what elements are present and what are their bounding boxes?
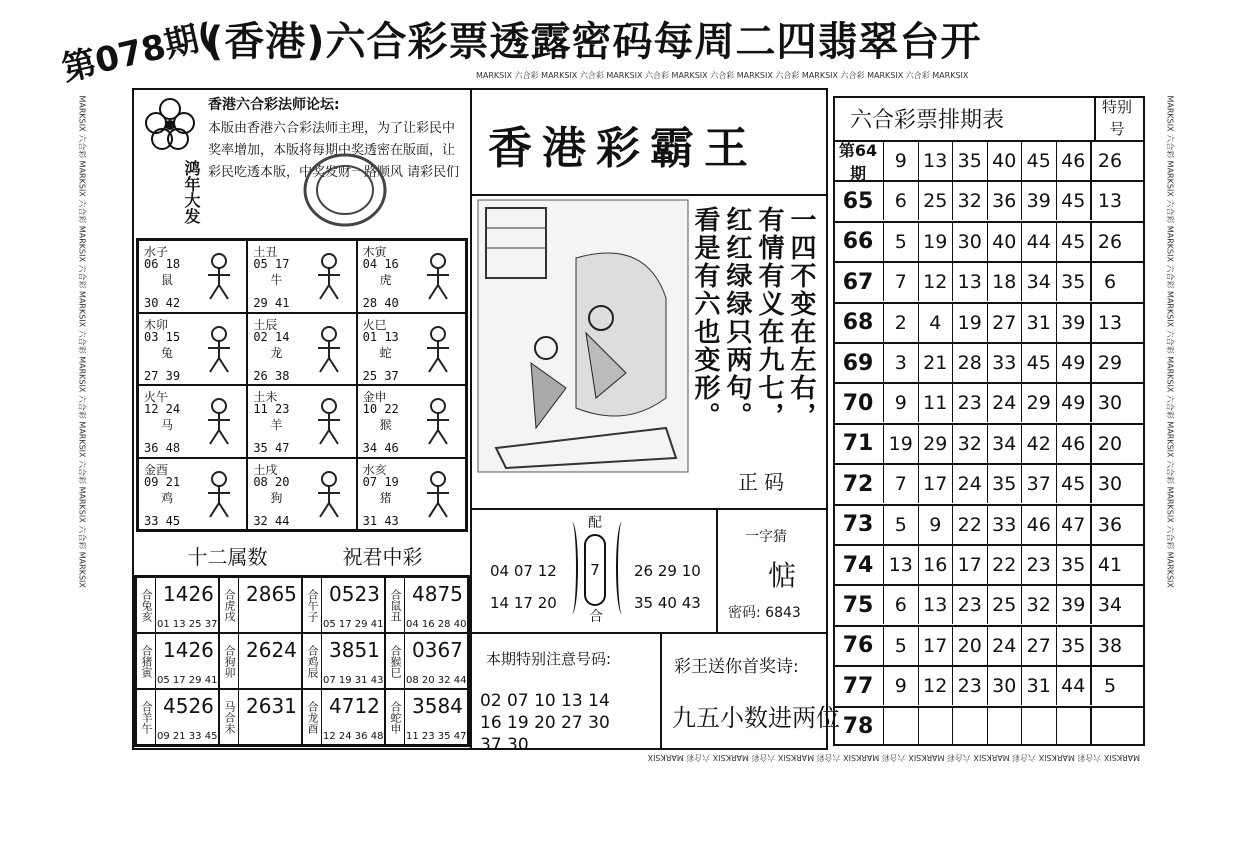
schedule-special: 41 [1090,546,1128,584]
schedule-number: 29 [1021,384,1056,422]
zodiac-figure-icon [419,324,457,374]
pair-sm: 04 16 28 40 [406,619,467,630]
pair-big: 2624 [246,638,297,662]
pair-big: 0367 [412,638,463,662]
schedule-number: 7 [883,465,918,503]
zodiac-l2: 03 15 [144,329,181,344]
schedule-number: 12 [918,667,953,705]
schedule-number: 3 [883,344,918,382]
schedule-number: 45 [1056,182,1091,220]
right-paren [616,522,628,614]
zodiac-cell [247,385,356,458]
schedule-number: 16 [918,546,953,584]
schedule-number: 25 [918,182,953,220]
special-number-header: 特别号 [1102,98,1133,138]
schedule-period: 77 [842,673,874,699]
schedule-number: 23 [952,384,987,422]
schedule-number: 45 [1056,465,1091,503]
pair-cell [385,689,468,745]
schedule-special: 29 [1090,344,1128,382]
schedule-number: 35 [1056,627,1091,665]
he-label: 合 [589,609,603,625]
schedule-row [833,302,1145,342]
schedule-special: 5 [1090,667,1128,705]
schedule-row [833,342,1145,382]
zodiac-l1: 木卯 [144,317,169,332]
middle-divider-2 [470,508,828,510]
schedule-number: 13 [918,142,953,180]
zodiac-title-left: 十二属数 [187,545,268,569]
pei-right-row-2: 35 40 43 [634,594,701,612]
pair-big: 4875 [412,582,463,606]
schedule-period: 69 [842,350,874,376]
schedule-number: 21 [918,344,953,382]
award-poem: 九五小数进两位 [672,704,840,732]
award-poem-title: 彩王送你首奖诗: [674,657,799,677]
pei-left-row-1: 04 07 12 [490,562,557,580]
schedule-number [1056,708,1091,746]
schedule-number: 32 [1021,586,1056,624]
zodiac-l3: 猴 [379,418,392,432]
forum-title: 香港六合彩法师论坛: [208,97,340,113]
zodiac-figure-icon [310,324,348,374]
schedule-number: 45 [1056,223,1091,261]
zodiac-l3: 虎 [379,273,392,287]
pair-cell [219,689,302,745]
pair-cell [219,633,302,689]
zodiac-figure-icon [200,469,238,519]
pair-cell [385,633,468,689]
zodiac-cell [357,385,466,458]
zodiac-l4: 26 38 [253,368,290,383]
zodiac-l1: 土丑 [253,245,278,259]
schedule-number: 6 [883,182,918,220]
zodiac-l3: 蛇 [379,345,392,360]
schedule-number: 40 [987,142,1022,180]
schedule-number: 35 [1056,546,1091,584]
zodiac-l1: 土辰 [253,317,278,332]
schedule-number: 39 [1056,304,1091,342]
middle-divider-3 [470,632,828,634]
zodiac-grid [136,238,468,532]
page-title: (香港)六合彩票透露密码每周二四翡翠台开 [205,19,982,65]
zodiac-l4: 34 46 [362,441,399,455]
schedule-number: 24 [987,384,1022,422]
schedule-number: 45 [1021,142,1056,180]
zodiac-l4: 29 41 [253,296,290,310]
schedule-number: 45 [1021,344,1056,382]
pair-side: 合羊午 [137,690,156,744]
schedule-number: 27 [987,304,1022,342]
schedule-special: 30 [1090,465,1128,503]
schedule-number: 44 [1021,223,1056,261]
schedule-number: 46 [1056,142,1091,180]
pair-cell [302,577,385,633]
schedule-number: 5 [883,223,918,261]
schedule-number: 5 [883,506,918,544]
zodiac-l2: 04 16 [362,257,399,271]
schedule-number: 23 [952,667,987,705]
zodiac-cell [357,458,466,531]
pair-sm: 01 13 25 37 [157,619,218,630]
schedule-period: 74 [842,552,874,578]
schedule-number: 24 [987,627,1022,665]
zodiac-l1: 土戌 [253,462,278,477]
schedule-number: 4 [918,304,953,342]
schedule-number [918,708,953,746]
schedule-number: 22 [987,546,1022,584]
zodiac-l4: 28 40 [362,296,399,310]
zodiac-cell [247,458,356,531]
forum-body: 本版由香港六合彩法师主理，为了让彩民中奖率增加，本版将每期中奖透密在版面，让彩民吃透本版，中奖发财一路顺风 请彩民们 [208,121,460,180]
pair-side: 合猪寅 [137,634,156,688]
schedule-number: 19 [952,304,987,342]
pair-big: 1426 [163,638,214,662]
zodiac-l3: 龙 [270,345,283,360]
schedule-number: 35 [952,142,987,180]
schedule-row [833,140,1145,183]
middle-divider-v2 [660,632,662,750]
zodiac-l1: 水子 [144,245,169,259]
zodiac-l4: 33 45 [144,513,181,528]
schedule-row [833,180,1145,220]
middle-divider-v1 [716,508,718,632]
schedule-number: 12 [918,263,953,301]
middle-title: 香港彩霸王 [488,123,758,174]
zodiac-l2: 08 20 [253,474,290,489]
schedule-row [833,706,1145,746]
zodiac-figure-icon [200,396,238,446]
zodiac-l2: 05 17 [253,257,290,271]
schedule-row [833,584,1145,624]
schedule-period: 68 [842,310,874,336]
schedule-number: 6 [883,586,918,624]
stamp-seal-icon [300,150,390,230]
zodiac-cell [247,313,356,386]
schedule-number: 49 [1056,384,1091,422]
schedule-number: 33 [987,506,1022,544]
schedule-period: 71 [842,431,874,457]
pair-cell [219,577,302,633]
schedule-period: 73 [842,512,874,538]
schedule-title: 六合彩票排期表 [850,108,1005,133]
schedule-number: 19 [918,223,953,261]
schedule-special: 26 [1090,223,1128,261]
zodiac-l1: 火午 [144,390,169,404]
one-char-label: 一字猜 [745,529,787,545]
zodiac-l3: 羊 [270,418,283,432]
schedule-row [833,423,1145,463]
pair-grid [134,575,470,747]
schedule-period: 65 [842,188,874,214]
zodiac-cell [138,313,247,386]
schedule-number: 30 [952,223,987,261]
pair-side: 马合未 [220,690,239,744]
schedule-number [952,708,987,746]
zodiac-l1: 木寅 [362,245,387,259]
bottom-strip: MARKSIX 六合彩 MARKSIX 六合彩 MARKSIX 六合彩 MARKSIX 六合彩 MARKSIX 六合彩 MARKSIX 六合彩 MARKSIX 六合彩 MARKSIX [647,753,1140,762]
pair-sm: 12 24 36 48 [323,731,384,742]
special-numbers: 02 07 10 13 14 16 19 20 27 30 37 30 [480,691,610,755]
pair-big: 0523 [329,582,380,606]
pair-cell [385,577,468,633]
schedule-number: 46 [1056,425,1091,463]
center-oval: 7 [584,534,606,606]
pair-cell [136,577,219,633]
pair-side: 合鸡辰 [303,634,322,688]
schedule-number: 13 [952,263,987,301]
pair-cell [136,633,219,689]
schedule-number: 32 [952,182,987,220]
schedule-number: 47 [1056,506,1091,544]
zodiac-title-right: 祝君中彩 [342,545,423,569]
pair-sm: 05 17 29 41 [323,619,384,630]
zodiac-l4: 35 47 [253,441,290,455]
zodiac-l2: 10 22 [362,402,399,416]
poem-col-4: 看是有六也变形。 [690,206,720,430]
schedule-number: 27 [1021,627,1056,665]
pair-side: 合鼠丑 [386,578,405,632]
zodiac-l3: 狗 [270,490,283,505]
schedule-number: 2 [883,304,918,342]
schedule-number: 28 [952,344,987,382]
pair-sm: 08 20 32 44 [406,675,467,686]
schedule-period: 78 [842,714,874,740]
schedule-number: 42 [1021,425,1056,463]
left-paren [566,522,578,614]
pair-big: 4712 [329,694,380,718]
zodiac-l2: 07 19 [362,474,399,489]
schedule-number: 9 [883,384,918,422]
schedule-number: 39 [1056,586,1091,624]
schedule-period: 75 [842,592,874,618]
zodiac-cell [138,240,247,313]
schedule-number: 25 [987,586,1022,624]
zodiac-l2: 09 21 [144,474,181,489]
schedule-number: 35 [1056,263,1091,301]
zodiac-figure-icon [419,469,457,519]
pair-big: 2865 [246,582,297,606]
schedule-number: 31 [1021,304,1056,342]
schedule-number: 49 [1056,344,1091,382]
schedule-number: 18 [987,263,1022,301]
left-strip: MARKSIX 六合彩 MARKSIX 六合彩 MARKSIX 六合彩 MARKSIX 六合彩 MARKSIX 六合彩 MARKSIX 六合彩 MARKSIX 六合彩 MARKSIX [77,95,87,588]
schedule-period: 第64期 [838,141,878,183]
schedule-period: 72 [842,471,874,497]
pair-side: 合蛇申 [386,690,405,744]
zodiac-cell [247,240,356,313]
schedule-number [883,708,918,746]
pei-label: 配 [588,515,602,531]
zodiac-l3: 鼠 [161,273,174,287]
zodiac-l3: 兔 [161,345,174,360]
zodiac-l3: 猪 [379,490,392,505]
schedule-number: 32 [952,425,987,463]
pair-sm: 09 21 33 45 [157,731,218,742]
top-strip: MARKSIX 六合彩 MARKSIX 六合彩 MARKSIX 六合彩 MARKSIX 六合彩 MARKSIX 六合彩 MARKSIX 六合彩 MARKSIX 六合彩 MARKSIX [476,71,969,80]
schedule-number [987,708,1022,746]
schedule-number: 31 [1021,667,1056,705]
zodiac-figure-icon [310,396,348,446]
poem-col-1: 一四不变在左右， [786,206,816,430]
schedule-row [833,544,1145,584]
zodiac-figure-icon [419,251,457,301]
schedule-row [833,261,1145,301]
schedule-row [833,665,1145,705]
zodiac-l4: 36 48 [144,441,181,455]
pair-big: 2631 [246,694,297,718]
schedule-number: 23 [1021,546,1056,584]
schedule-number: 13 [918,586,953,624]
zodiac-l3: 鸡 [161,490,174,505]
zodiac-l1: 水亥 [362,462,387,477]
schedule-number: 36 [987,182,1022,220]
schedule-number: 46 [1021,506,1056,544]
schedule-number: 9 [883,142,918,180]
zodiac-l2: 12 24 [144,402,181,416]
zodiac-figure-icon [419,396,457,446]
zodiac-l2: 02 14 [253,329,290,344]
schedule-number: 17 [952,546,987,584]
pair-sm: 11 23 35 47 [406,731,467,742]
pair-sm: 07 19 31 43 [323,675,384,686]
pair-big: 3584 [412,694,463,718]
zodiac-l2: 11 23 [253,402,290,416]
pair-side: 合午子 [303,578,322,632]
schedule-number: 37 [1021,465,1056,503]
schedule-number: 13 [883,546,918,584]
zodiac-cell [357,313,466,386]
schedule-period: 66 [842,229,874,255]
zodiac-l1: 土未 [253,390,278,404]
pair-cell [136,689,219,745]
poem-col-3: 红红绿绿只两句。 [722,206,752,430]
schedule-number: 29 [918,425,953,463]
illustration-scene [476,198,690,474]
schedule-number: 22 [952,506,987,544]
schedule-number: 9 [918,506,953,544]
schedule-special: 36 [1090,506,1128,544]
pair-cell [302,633,385,689]
zodiac-cell [357,240,466,313]
schedule-row [833,382,1145,422]
schedule-row [833,504,1145,544]
schedule-special: 13 [1090,304,1128,342]
schedule-period: 76 [842,633,874,659]
schedule-number: 33 [987,344,1022,382]
schedule-number: 24 [952,465,987,503]
schedule-special: 38 [1090,627,1128,665]
schedule-number: 34 [1021,263,1056,301]
zodiac-l4: 27 39 [144,368,181,383]
schedule-period: 67 [842,269,874,295]
schedule-special: 13 [1090,182,1128,220]
schedule-number: 20 [952,627,987,665]
schedule-number: 7 [883,263,918,301]
schedule-number: 5 [883,627,918,665]
zodiac-l4: 30 42 [144,296,181,310]
zhengma-label: 正码 [738,470,790,494]
zodiac-l2: 06 18 [144,257,181,271]
pair-cell [302,689,385,745]
schedule-special: 34 [1090,586,1128,624]
schedule-period: 70 [842,390,874,416]
zodiac-l4: 25 37 [362,368,399,383]
zodiac-l1: 金酉 [144,462,169,477]
schedule-special: 6 [1090,263,1128,301]
pei-left-row-2: 14 17 20 [490,594,557,612]
schedule-special: 30 [1090,384,1128,422]
right-strip: MARKSIX 六合彩 MARKSIX 六合彩 MARKSIX 六合彩 MARKSIX 六合彩 MARKSIX 六合彩 MARKSIX 六合彩 MARKSIX 六合彩 MARKSIX [1165,95,1175,588]
zodiac-figure-icon [200,251,238,301]
zodiac-l1: 火巳 [362,317,387,332]
pair-big: 3851 [329,638,380,662]
pair-big: 1426 [163,582,214,606]
zodiac-cell [138,385,247,458]
schedule-number: 39 [1021,182,1056,220]
schedule-number: 23 [952,586,987,624]
schedule-number: 19 [883,425,918,463]
zodiac-figure-icon [310,251,348,301]
schedule-number: 17 [918,627,953,665]
pair-big: 4526 [163,694,214,718]
schedule-special: 20 [1090,425,1128,463]
special-numbers-title: 本期特别注意号码: [486,650,612,668]
schedule-special [1090,708,1128,746]
zodiac-l4: 31 43 [362,513,399,528]
schedule-number: 34 [987,425,1022,463]
schedule-number: 30 [987,667,1022,705]
middle-divider-1 [470,194,828,196]
schedule-number: 44 [1056,667,1091,705]
pair-side: 合狗卯 [220,634,239,688]
schedule-row [833,221,1145,261]
schedule-row [833,625,1145,665]
schedule-row [833,463,1145,503]
schedule-header-divider [1094,96,1096,140]
pair-side: 合兔亥 [137,578,156,632]
zodiac-title [150,541,460,570]
schedule-number: 9 [883,667,918,705]
zodiac-figure-icon [310,469,348,519]
zodiac-figure-icon [200,324,238,374]
zodiac-l1: 金申 [362,390,387,404]
zodiac-l3: 牛 [270,273,283,287]
issue-number: 第078期( [58,15,218,90]
pair-side: 合虎戌 [220,578,239,632]
zodiac-cell [138,458,247,531]
pair-side: 合猴巳 [386,634,405,688]
forum-vertical-slogan: 鸿年大发 [182,160,201,224]
pair-sm: 05 17 29 41 [157,675,218,686]
schedule-number: 40 [987,223,1022,261]
schedule-number: 11 [918,384,953,422]
schedule-number: 17 [918,465,953,503]
schedule-number [1021,708,1056,746]
schedule-special: 26 [1090,142,1128,180]
zodiac-l2: 01 13 [362,329,399,344]
pair-side: 合龙酉 [303,690,322,744]
schedule-number: 35 [987,465,1022,503]
zodiac-l4: 32 44 [253,513,290,528]
zodiac-l3: 马 [161,418,174,432]
one-char-answer: 惦 [768,559,797,592]
poem-col-2: 有情有义在九七， [754,206,784,430]
pei-right-row-1: 26 29 10 [634,562,701,580]
secret-code: 密码: 6843 [728,605,801,621]
flower-logo-icon [140,95,200,155]
